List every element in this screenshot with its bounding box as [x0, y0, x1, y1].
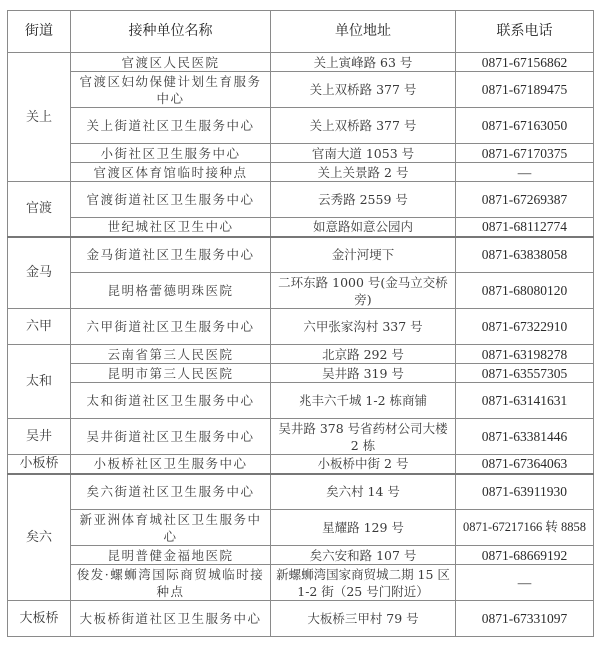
site-phone: 0871-67189475	[456, 72, 594, 108]
site-name: 官渡区妇幼保健计划生育服务中心	[71, 72, 271, 108]
table-row	[8, 455, 594, 474]
site-address: 吴井路 378 号省药材公司大楼 2 栋	[271, 419, 456, 455]
table-row	[8, 419, 594, 455]
site-phone: —	[456, 163, 594, 182]
site-phone: 0871-63141631	[456, 383, 594, 419]
site-address: 二环东路 1000 号(金马立交桥旁)	[271, 273, 456, 309]
table-row	[8, 474, 594, 510]
site-phone: 0871-63198278	[456, 345, 594, 364]
site-name: 官渡区人民医院	[71, 53, 271, 72]
site-phone: 0871-67170375	[456, 144, 594, 163]
site-phone: 0871-67364063	[456, 455, 594, 474]
street-cell: 六甲	[8, 309, 71, 345]
table-row	[8, 546, 594, 565]
site-name: 世纪城社区卫生中心	[71, 218, 271, 237]
site-address: 如意路如意公园内	[271, 218, 456, 237]
site-address: 六甲张家沟村 337 号	[271, 309, 456, 345]
site-phone: —	[456, 565, 594, 601]
site-phone: 0871-63838058	[456, 237, 594, 273]
header-phone: 联系电话	[456, 11, 594, 53]
site-address: 关上关景路 2 号	[271, 163, 456, 182]
street-cell: 矣六	[8, 474, 71, 601]
site-address: 金汁河埂下	[271, 237, 456, 273]
site-phone: 0871-67331097	[456, 601, 594, 637]
street-cell: 官渡	[8, 182, 71, 237]
table-row	[8, 144, 594, 163]
table-row	[8, 565, 594, 601]
site-name: 矣六街道社区卫生服务中心	[71, 474, 271, 510]
site-name: 云南省第三人民医院	[71, 345, 271, 364]
site-name: 官渡区体育馆临时接种点	[71, 163, 271, 182]
site-name: 六甲街道社区卫生服务中心	[71, 309, 271, 345]
site-name: 官渡街道社区卫生服务中心	[71, 182, 271, 218]
site-name: 太和街道社区卫生服务中心	[71, 383, 271, 419]
site-phone: 0871-67322910	[456, 309, 594, 345]
site-phone: 0871-63557305	[456, 364, 594, 383]
header-site-name: 接种单位名称	[71, 11, 271, 53]
site-name: 小街社区卫生服务中心	[71, 144, 271, 163]
site-phone: 0871-67217166 转 8858	[456, 510, 594, 546]
street-cell: 金马	[8, 237, 71, 309]
site-name: 吴井街道社区卫生服务中心	[71, 419, 271, 455]
site-phone: 0871-67163050	[456, 108, 594, 144]
site-address: 矣六村 14 号	[271, 474, 456, 510]
site-address: 官南大道 1053 号	[271, 144, 456, 163]
table-row	[8, 364, 594, 383]
table-row	[8, 601, 594, 637]
site-address: 星耀路 129 号	[271, 510, 456, 546]
site-address: 关上寅峰路 63 号	[271, 53, 456, 72]
table-row	[8, 218, 594, 237]
site-phone: 0871-67269387	[456, 182, 594, 218]
site-address: 吴井路 319 号	[271, 364, 456, 383]
site-phone: 0871-68112774	[456, 218, 594, 237]
table-row	[8, 273, 594, 309]
header-row	[8, 11, 594, 53]
site-address: 云秀路 2559 号	[271, 182, 456, 218]
site-phone: 0871-68669192	[456, 546, 594, 565]
site-name: 昆明普健金福地医院	[71, 546, 271, 565]
site-address: 大板桥三甲村 79 号	[271, 601, 456, 637]
street-cell: 太和	[8, 345, 71, 419]
header-street: 街道	[8, 11, 71, 53]
street-cell: 吴井	[8, 419, 71, 455]
table-row	[8, 383, 594, 419]
site-phone: 0871-63911930	[456, 474, 594, 510]
site-name: 金马街道社区卫生服务中心	[71, 237, 271, 273]
street-cell: 小板桥	[8, 455, 71, 474]
street-cell: 大板桥	[8, 601, 71, 637]
site-name: 小板桥社区卫生服务中心	[71, 455, 271, 474]
site-name: 关上街道社区卫生服务中心	[71, 108, 271, 144]
site-address: 关上双桥路 377 号	[271, 108, 456, 144]
site-address: 矣六安和路 107 号	[271, 546, 456, 565]
site-address: 兆丰六千城 1-2 栋商铺	[271, 383, 456, 419]
header-address: 单位地址	[271, 11, 456, 53]
site-phone: 0871-63381446	[456, 419, 594, 455]
table-row	[8, 182, 594, 218]
table-row	[8, 345, 594, 364]
street-cell: 关上	[8, 53, 71, 182]
site-name: 俊发·螺蛳湾国际商贸城临时接种点	[71, 565, 271, 601]
table-row	[8, 237, 594, 273]
site-phone: 0871-68080120	[456, 273, 594, 309]
table-row	[8, 72, 594, 108]
table-row	[8, 108, 594, 144]
site-name: 昆明市第三人民医院	[71, 364, 271, 383]
site-address: 关上双桥路 377 号	[271, 72, 456, 108]
table-row	[8, 53, 594, 72]
site-address: 新螺蛳湾国家商贸城二期 15 区 1-2 街（25 号门附近）	[271, 565, 456, 601]
site-phone: 0871-67156862	[456, 53, 594, 72]
site-name: 新亚洲体育城社区卫生服务中心	[71, 510, 271, 546]
site-name: 大板桥街道社区卫生服务中心	[71, 601, 271, 637]
table-row	[8, 510, 594, 546]
table-row	[8, 309, 594, 345]
site-name: 昆明格蕾德明珠医院	[71, 273, 271, 309]
vaccination-sites-table	[7, 10, 594, 637]
site-address: 小板桥中街 2 号	[271, 455, 456, 474]
site-address: 北京路 292 号	[271, 345, 456, 364]
table-row	[8, 163, 594, 182]
